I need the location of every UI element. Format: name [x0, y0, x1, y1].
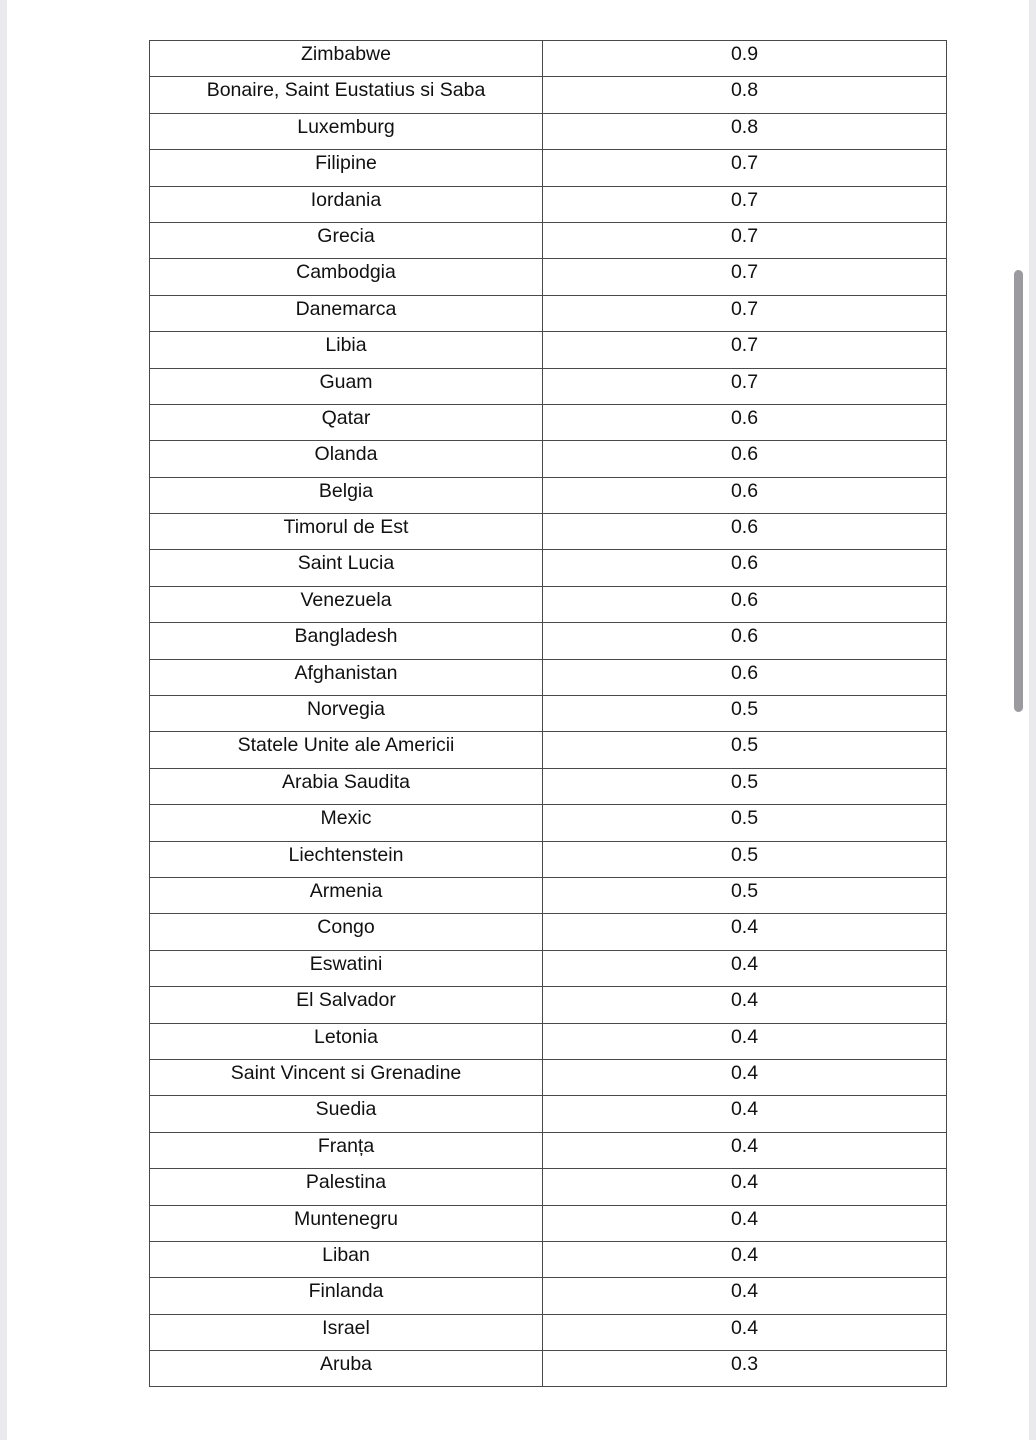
table-row — [150, 150, 947, 186]
country-cell: Arabia Saudita — [150, 768, 543, 804]
table-row — [150, 441, 947, 477]
value-cell: 0.6 — [543, 514, 947, 550]
value-cell: 0.4 — [543, 1059, 947, 1095]
table-row — [150, 1351, 947, 1387]
value-cell: 0.4 — [543, 1023, 947, 1059]
country-cell: Bonaire, Saint Eustatius si Saba — [150, 77, 543, 113]
country-cell: Liechtenstein — [150, 841, 543, 877]
value-cell: 0.7 — [543, 150, 947, 186]
country-value-table — [149, 40, 947, 1387]
table-row — [150, 222, 947, 258]
table-row — [150, 368, 947, 404]
document-page — [7, 0, 1029, 1440]
table-row — [150, 1278, 947, 1314]
country-cell: Venezuela — [150, 586, 543, 622]
country-cell: Saint Lucia — [150, 550, 543, 586]
value-cell: 0.4 — [543, 1096, 947, 1132]
country-cell: Iordania — [150, 186, 543, 222]
country-cell: Zimbabwe — [150, 41, 543, 77]
value-cell: 0.8 — [543, 113, 947, 149]
value-cell: 0.5 — [543, 877, 947, 913]
country-cell: Luxemburg — [150, 113, 543, 149]
country-cell: Letonia — [150, 1023, 543, 1059]
table-row — [150, 914, 947, 950]
country-cell: Statele Unite ale Americii — [150, 732, 543, 768]
value-cell: 0.4 — [543, 1278, 947, 1314]
country-cell: Finlanda — [150, 1278, 543, 1314]
table-row — [150, 696, 947, 732]
value-cell: 0.6 — [543, 586, 947, 622]
value-cell: 0.6 — [543, 404, 947, 440]
table-row — [150, 1023, 947, 1059]
country-cell: Congo — [150, 914, 543, 950]
value-cell: 0.7 — [543, 259, 947, 295]
country-cell: Armenia — [150, 877, 543, 913]
value-cell: 0.8 — [543, 77, 947, 113]
table-row — [150, 259, 947, 295]
table-row — [150, 1314, 947, 1350]
value-cell: 0.4 — [543, 1314, 947, 1350]
country-cell: Bangladesh — [150, 623, 543, 659]
value-cell: 0.6 — [543, 441, 947, 477]
value-cell: 0.5 — [543, 768, 947, 804]
country-cell: Libia — [150, 332, 543, 368]
table-row — [150, 514, 947, 550]
table-row — [150, 113, 947, 149]
table-row — [150, 841, 947, 877]
table-row — [150, 1096, 947, 1132]
country-cell: Filipine — [150, 150, 543, 186]
table-row — [150, 404, 947, 440]
country-cell: Franța — [150, 1132, 543, 1168]
country-cell: Olanda — [150, 441, 543, 477]
value-cell: 0.4 — [543, 987, 947, 1023]
country-cell: Aruba — [150, 1351, 543, 1387]
country-cell: Norvegia — [150, 696, 543, 732]
table-row — [150, 659, 947, 695]
table-row — [150, 950, 947, 986]
country-cell: Muntenegru — [150, 1205, 543, 1241]
scrollbar-thumb[interactable] — [1014, 270, 1023, 712]
table-row — [150, 1205, 947, 1241]
value-cell: 0.6 — [543, 659, 947, 695]
country-cell: Belgia — [150, 477, 543, 513]
country-cell: Eswatini — [150, 950, 543, 986]
table-row — [150, 477, 947, 513]
value-cell: 0.4 — [543, 950, 947, 986]
table-row — [150, 1132, 947, 1168]
value-cell: 0.5 — [543, 696, 947, 732]
value-cell: 0.4 — [543, 1205, 947, 1241]
value-cell: 0.6 — [543, 477, 947, 513]
country-cell: Qatar — [150, 404, 543, 440]
value-cell: 0.6 — [543, 623, 947, 659]
value-cell: 0.5 — [543, 805, 947, 841]
table-row — [150, 805, 947, 841]
table-row — [150, 186, 947, 222]
table-row — [150, 1169, 947, 1205]
value-cell: 0.4 — [543, 1132, 947, 1168]
value-cell: 0.6 — [543, 550, 947, 586]
table-row — [150, 623, 947, 659]
value-cell: 0.7 — [543, 368, 947, 404]
value-cell: 0.7 — [543, 295, 947, 331]
value-cell: 0.4 — [543, 1241, 947, 1277]
table-row — [150, 586, 947, 622]
value-cell: 0.7 — [543, 222, 947, 258]
value-cell: 0.5 — [543, 732, 947, 768]
country-cell: Grecia — [150, 222, 543, 258]
value-cell: 0.9 — [543, 41, 947, 77]
table-row — [150, 732, 947, 768]
country-cell: Saint Vincent si Grenadine — [150, 1059, 543, 1095]
value-cell: 0.7 — [543, 332, 947, 368]
table-body — [150, 41, 947, 1387]
value-cell: 0.7 — [543, 186, 947, 222]
value-cell: 0.3 — [543, 1351, 947, 1387]
table-row — [150, 768, 947, 804]
value-cell: 0.4 — [543, 1169, 947, 1205]
vertical-scrollbar[interactable] — [1018, 0, 1030, 1440]
table-row — [150, 41, 947, 77]
country-cell: Mexic — [150, 805, 543, 841]
country-cell: Cambodgia — [150, 259, 543, 295]
table-row — [150, 987, 947, 1023]
country-cell: Danemarca — [150, 295, 543, 331]
country-cell: Palestina — [150, 1169, 543, 1205]
table-row — [150, 332, 947, 368]
value-cell: 0.4 — [543, 914, 947, 950]
country-cell: Guam — [150, 368, 543, 404]
country-cell: El Salvador — [150, 987, 543, 1023]
table-row — [150, 1059, 947, 1095]
table-row — [150, 550, 947, 586]
table-row — [150, 295, 947, 331]
table-row — [150, 877, 947, 913]
country-cell: Timorul de Est — [150, 514, 543, 550]
table-row — [150, 77, 947, 113]
value-cell: 0.5 — [543, 841, 947, 877]
table-row — [150, 1241, 947, 1277]
country-cell: Liban — [150, 1241, 543, 1277]
country-cell: Suedia — [150, 1096, 543, 1132]
country-cell: Israel — [150, 1314, 543, 1350]
country-cell: Afghanistan — [150, 659, 543, 695]
